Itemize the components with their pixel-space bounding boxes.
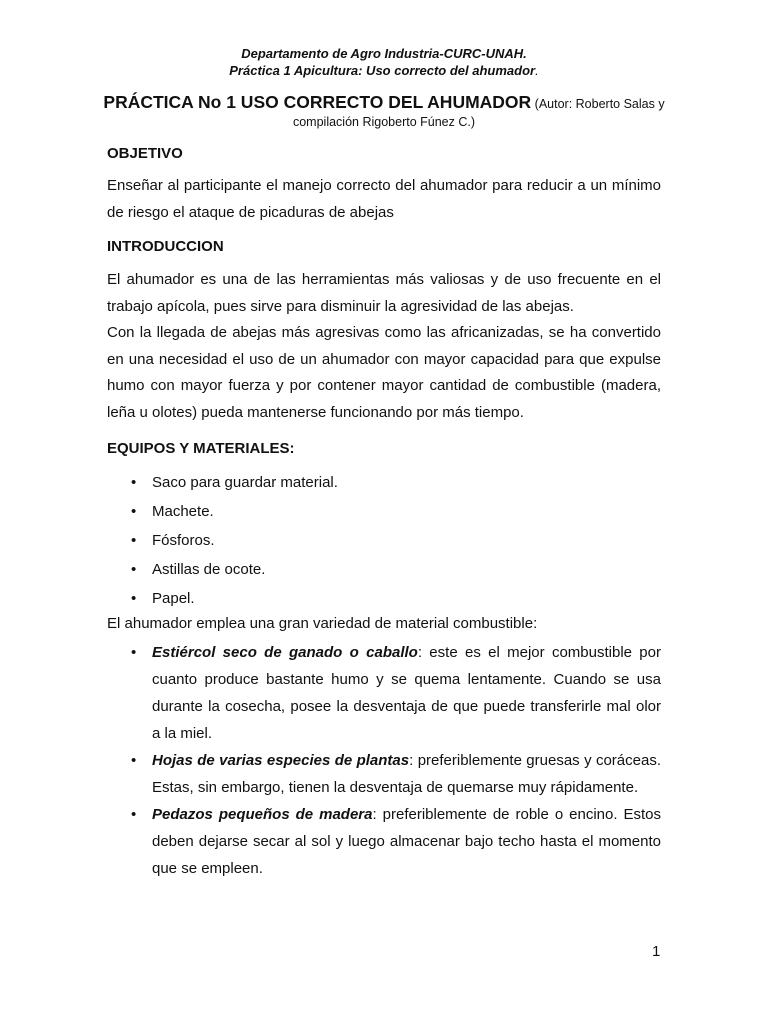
- bullet-icon: •: [131, 644, 137, 661]
- introduccion-line: en una necesidad el uso de un ahumador con mayor capacidad para que expulse: [107, 350, 661, 368]
- header-line-1: Departamento de Agro Industria-CURC-UNAH.: [241, 46, 527, 61]
- equipos-list: [107, 468, 661, 613]
- list-item: [107, 555, 661, 584]
- introduccion-line: humo con mayor fuerza y por contener mayor cantidad de combustible (madera,: [107, 377, 661, 395]
- bullet-icon: •: [131, 474, 137, 491]
- heading-introduccion: INTRODUCCION: [107, 238, 224, 255]
- objetivo-line: Enseñar al participante el manejo correcto del ahumador para reducir a un mínimo: [107, 177, 661, 194]
- combustible-line: durante la cosecha, posee la desventaja de que puede transferirle mal olor: [152, 698, 661, 715]
- header-line-2: Práctica 1 Apicultura: Uso correcto del ahumador: [229, 63, 536, 78]
- header-department: [0, 46, 768, 61]
- combustible-line: a la miel.: [152, 725, 213, 742]
- header-line-2-end: .: [535, 63, 539, 78]
- introduccion-paragraph: [107, 267, 661, 427]
- page-number: 1: [652, 943, 661, 960]
- list-item-text: Saco para guardar material.: [152, 474, 338, 491]
- combustible-text: : preferiblemente gruesas y coráceas.: [409, 752, 661, 769]
- heading-equipos: EQUIPOS Y MATERIALES:: [107, 440, 295, 457]
- list-item-text: Astillas de ocote.: [152, 561, 266, 578]
- objetivo-paragraph: [107, 173, 661, 226]
- combustible-text: : preferiblemente de roble o encino. Estos: [372, 806, 661, 823]
- title-author-a: (Autor: Roberto Salas y: [531, 97, 665, 111]
- bullet-icon: •: [131, 590, 137, 607]
- list-item: [107, 801, 661, 882]
- bullet-icon: •: [131, 752, 137, 769]
- list-item: [107, 468, 661, 497]
- combustible-intro: El ahumador emplea una gran variedad de material combustible:: [107, 615, 538, 632]
- list-item: [107, 639, 661, 747]
- combustible-line: [152, 639, 661, 666]
- introduccion-line: Con la llegada de abejas más agresivas como las africanizadas, se ha convertido: [107, 324, 661, 342]
- combustible-text: : este es el mejor combustible por: [417, 644, 661, 661]
- list-item-text: Machete.: [152, 503, 214, 520]
- objetivo-line: de riesgo el ataque de picaduras de abejas: [107, 203, 394, 221]
- combustible-line: deben dejarse secar al sol y luego almacenar bajo techo hasta el momento: [152, 833, 661, 850]
- list-item: [107, 584, 661, 613]
- combustible-line: Estas, sin embargo, tienen la desventaja de quemarse muy rápidamente.: [152, 779, 639, 796]
- combustible-term: Estiércol seco de ganado o caballo: [152, 644, 418, 661]
- combustible-line: [152, 801, 661, 828]
- combustible-line: que se empleen.: [152, 860, 263, 877]
- list-item: [107, 526, 661, 555]
- heading-objetivo: OBJETIVO: [107, 145, 183, 162]
- document-title: [0, 92, 768, 113]
- introduccion-line: El ahumador es una de las herramientas más valiosas y de uso frecuente en el: [107, 271, 661, 288]
- bullet-icon: •: [131, 503, 137, 520]
- introduccion-line: leña u olotes) pueda mantenerse funcionando por más tiempo.: [107, 403, 524, 421]
- bullet-icon: •: [131, 806, 137, 823]
- combustible-line: cuanto produce bastante humo y se quema lentamente. Cuando se usa: [152, 671, 661, 688]
- bullet-icon: •: [131, 561, 137, 578]
- title-main: PRÁCTICA No 1 USO CORRECTO DEL AHUMADOR: [103, 92, 532, 112]
- combustible-line: [152, 747, 661, 774]
- combustible-term: Pedazos pequeños de madera: [152, 806, 373, 823]
- title-author-b: compilación Rigoberto Fúnez C.): [292, 115, 476, 129]
- combustibles-list: [107, 639, 661, 882]
- list-item: [107, 747, 661, 801]
- header-practice: [0, 63, 768, 78]
- list-item-text: Papel.: [152, 590, 195, 607]
- list-item: [107, 497, 661, 526]
- combustible-term: Hojas de varias especies de plantas: [152, 752, 410, 769]
- introduccion-line: trabajo apícola, pues sirve para disminuir la agresividad de las abejas.: [107, 297, 574, 315]
- bullet-icon: •: [131, 532, 137, 549]
- list-item-text: Fósforos.: [152, 532, 215, 549]
